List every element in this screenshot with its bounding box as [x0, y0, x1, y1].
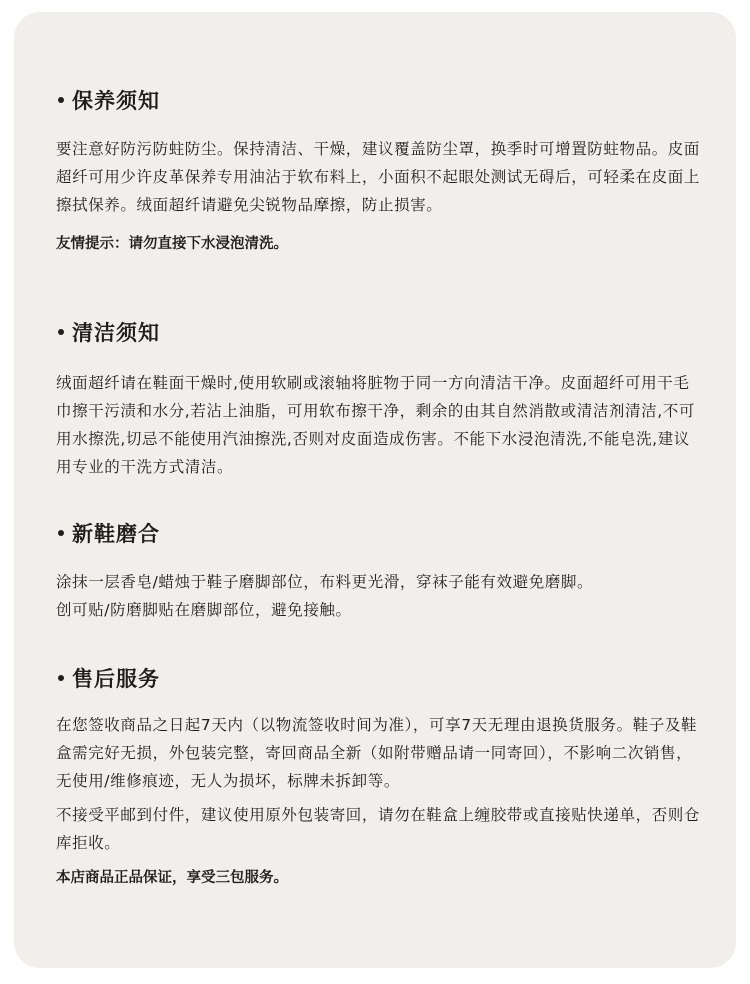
- aftersales-paragraph-1: 在您签收商品之日起7天内（以物流签收时间为准），可享7天无理由退换货服务。鞋子及鞋盒需完好无损，外包装完整，寄回商品全新（如附带赠品请一同寄回），不影响二次销售，无使用/维修痕迹，无人为损坏，标牌未拆卸等。: [56, 716, 698, 790]
- breakin-line-2: 创可贴/防磨脚贴在磨脚部位，避免接触。: [56, 601, 352, 619]
- care-tip: 友情提示：请勿直接下水浸泡清洗。: [56, 236, 288, 252]
- cleaning-section: [56, 317, 702, 481]
- breakin-section: [56, 518, 702, 624]
- breakin-heading: [56, 518, 702, 548]
- aftersales-heading: [56, 663, 702, 693]
- breakin-title: 新鞋磨合: [72, 522, 160, 546]
- care-paragraph: 要注意好防污防蛀防尘。保持清洁、干燥，建议覆盖防尘罩，换季时可增置防蛀物品。皮面超纤可用少许皮革保养专用油沾于软布料上，小面积不起眼处测试无碍后，可轻柔在皮面上擦拭保养。绒面超纤请避免尖锐物品摩擦，防止损害。: [56, 140, 701, 214]
- bullet-icon: [58, 329, 64, 335]
- breakin-line-1: 涂抹一层香皂/蜡烛于鞋子磨脚部位，布料更光滑，穿袜子能有效避免磨脚。: [56, 573, 594, 591]
- care-section: [56, 85, 702, 258]
- care-heading: [56, 85, 702, 115]
- bullet-icon: [58, 530, 64, 536]
- bullet-icon: [58, 97, 64, 103]
- bullet-icon: [58, 675, 64, 681]
- cleaning-paragraph: 绒面超纤请在鞋面干燥时,使用软刷或滚轴将脏物于同一方向清洁干净。皮面超纤可用干毛巾擦干污渍和水分,若沾上油脂，可用软布擦干净，剩余的由其自然消散或清洁剂清洁,不可用水擦洗,切忌不能使用汽油擦洗,否则对皮面造成伤害。不能下水浸泡清洗,不能皂洗,建议用专业的干洗方式清洁。: [56, 374, 695, 476]
- aftersales-paragraph-2: 不接受平邮到付件，建议使用原外包装寄回，请勿在鞋盒上缠胶带或直接贴快递单，否则仓库拒收。: [56, 806, 701, 852]
- aftersales-section: [56, 663, 702, 892]
- cleaning-heading: [56, 317, 702, 347]
- info-card: [14, 12, 736, 968]
- cleaning-title: 清洁须知: [72, 321, 160, 345]
- aftersales-title: 售后服务: [72, 667, 160, 691]
- care-title: 保养须知: [72, 89, 160, 113]
- aftersales-guarantee: 本店商品正品保证，享受三包服务。: [56, 870, 288, 886]
